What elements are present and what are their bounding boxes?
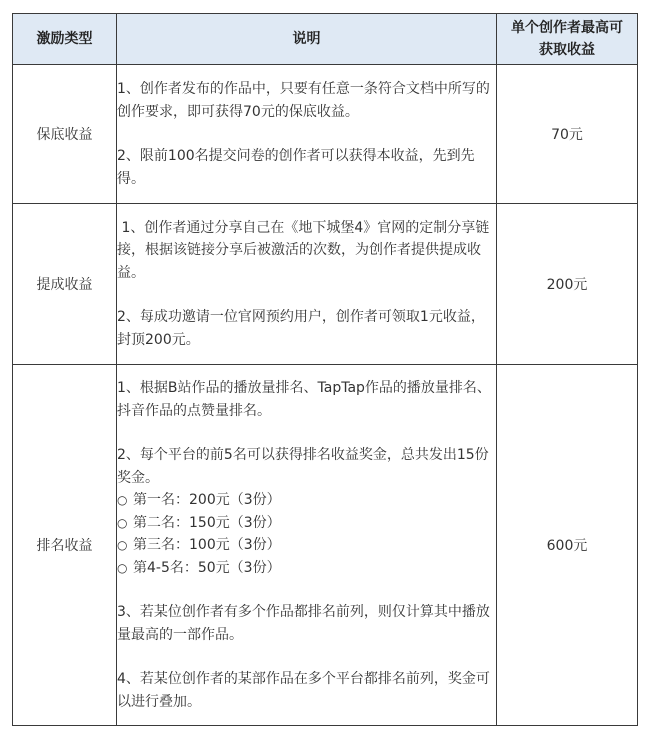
incentive-table <box>12 13 638 726</box>
list-item-text: 第三名：100元（3份） <box>133 537 281 553</box>
table-row <box>13 65 638 204</box>
list-item <box>117 489 496 512</box>
ranking-prize-list <box>117 489 496 579</box>
description-paragraph: 2、限前100名提交问卷的创作者可以获得本收益，先到先得。 <box>117 148 475 187</box>
description-paragraph: 1、创作者发布的作品中，只要有任意一条符合文档中所写的创作要求，即可获得70元的保底收益。 <box>117 81 490 120</box>
list-item-text: 第二名：150元（3份） <box>133 514 281 531</box>
table-row <box>13 204 638 365</box>
description-cell <box>117 365 497 726</box>
header-max-earnings-line2: 获取收益 <box>539 42 595 58</box>
table-header-row <box>13 14 638 65</box>
max-earnings-cell: 600元 <box>497 365 638 726</box>
header-incentive-type: 激励类型 <box>13 14 117 65</box>
header-max-earnings <box>497 14 638 65</box>
description-paragraph: 1、根据B站作品的播放量排名、TapTap作品的播放量排名、抖音作品的点赞量排名。 <box>117 380 491 419</box>
list-item <box>117 557 496 580</box>
circle-bullet-icon: ○ <box>117 493 128 507</box>
circle-bullet-icon: ○ <box>117 515 128 530</box>
description-paragraph: 1、创作者通过分享自己在《地下城堡4》官网的定制分享链接，根据该链接分享后被激活的次数，为创作者提供提成收益。 <box>117 219 490 281</box>
description-paragraph: 3、若某位创作者有多个作品都排名前列，则仅计算其中播放量最高的一部作品。 <box>117 604 490 643</box>
max-earnings-cell: 200元 <box>497 204 638 365</box>
circle-bullet-icon: ○ <box>117 560 128 575</box>
header-description: 说明 <box>117 14 497 65</box>
list-item-text: 第一名：200元（3份） <box>133 492 281 508</box>
description-paragraph: 4、若某位创作者的某部作品在多个平台都排名前列，奖金可以进行叠加。 <box>117 671 490 710</box>
header-max-earnings-line1: 单个创作者最高可 <box>511 20 623 36</box>
incentive-type-cell: 排名收益 <box>13 365 117 726</box>
list-item-text: 第4-5名：50元（3份） <box>133 559 281 576</box>
description-paragraph <box>117 444 496 579</box>
table-row <box>13 365 638 726</box>
description-cell <box>117 65 497 204</box>
list-item <box>117 534 496 557</box>
list-item <box>117 512 496 535</box>
incentive-type-cell: 提成收益 <box>13 204 117 365</box>
description-cell <box>117 204 497 365</box>
description-paragraph: 2、每成功邀请一位官网预约用户，创作者可领取1元收益，封顶200元。 <box>117 309 485 348</box>
circle-bullet-icon: ○ <box>117 538 128 552</box>
max-earnings-cell: 70元 <box>497 65 638 204</box>
description-text: 2、每个平台的前5名可以获得排名收益奖金，总共发出15份奖金。 <box>117 447 489 486</box>
incentive-type-cell: 保底收益 <box>13 65 117 204</box>
